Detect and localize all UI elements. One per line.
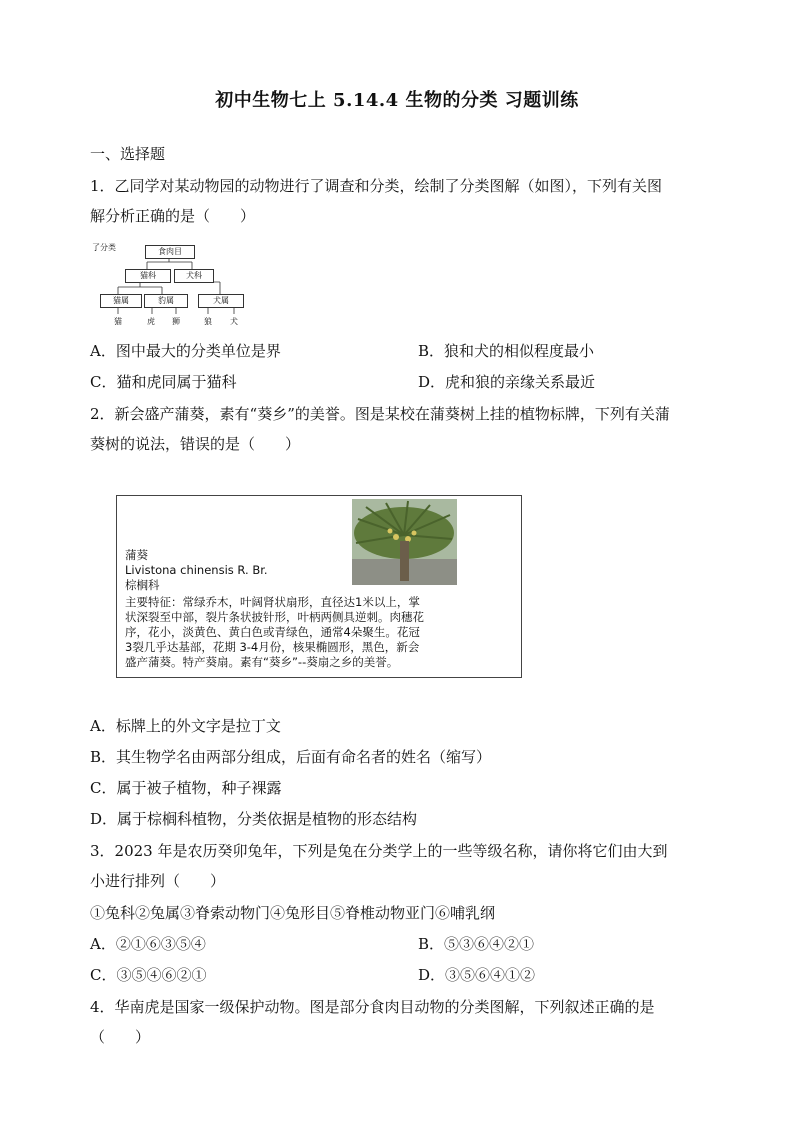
plate-desc-line: 盛产蒲葵。特产葵扇。素有“葵乡”--葵扇之乡的美誉。 xyxy=(125,655,399,669)
plate-desc-line: 主要特征：常绿乔木，叶阔肾状扇形，直径达1米以上，掌 xyxy=(125,595,420,609)
q1-stem-line1: 1．乙同学对某动物园的动物进行了调查和分类，绘制了分类图解（如图），下列有关图 xyxy=(90,177,663,195)
q4-stem-line2: （ ） xyxy=(90,1028,151,1046)
q3-items: ①兔科②兔属③脊索动物门④兔形目⑤脊椎动物亚门⑥哺乳纲 xyxy=(90,904,496,922)
q3-option-d[interactable]: D．③⑤⑥④①② xyxy=(418,966,536,984)
q1-option-c[interactable]: C．猫和虎同属于猫科 xyxy=(90,373,237,391)
q4-stem-line1: 4．华南虎是国家一级保护动物。图是部分食肉目动物的分类图解，下列叙述正确的是 xyxy=(90,998,655,1016)
q1-option-d[interactable]: D．虎和狼的亲缘关系最近 xyxy=(418,373,596,391)
q3-option-a[interactable]: A．②①⑥③⑤④ xyxy=(90,935,206,953)
plate-desc-line: 3裂几乎达基部，花期 3-4月份，核果椭圆形，黑色，新会 xyxy=(125,640,420,654)
q1-stem-line2: 解分析正确的是（ ） xyxy=(90,207,256,225)
node-family-dog: 犬科 xyxy=(174,269,214,283)
q3-option-b[interactable]: B．⑤③⑥④②① xyxy=(418,935,535,953)
node-genus-felis: 猫属 xyxy=(100,294,142,308)
q2-stem-line1: 2．新会盛产蒲葵，素有“葵乡”的美誉。图是某校在蒲葵树上挂的植物标牌，下列有关蒲 xyxy=(90,405,670,423)
leaf-animal: 狼 xyxy=(204,317,212,326)
q1-classification-diagram xyxy=(92,240,252,330)
leaf-animal: 虎 xyxy=(147,317,155,326)
plate-description xyxy=(125,595,517,670)
q1-option-b[interactable]: B．狼和犬的相似程度最小 xyxy=(418,342,595,360)
plate-name-latin: Livistona chinensis R. Br. xyxy=(125,563,268,577)
palm-tree-photo xyxy=(352,499,457,585)
q2-option-d[interactable]: D．属于棕榈科植物，分类依据是植物的形态结构 xyxy=(90,810,418,828)
leaf-animal: 猫 xyxy=(114,317,122,326)
q2-option-b[interactable]: B．其生物学名由两部分组成，后面有命名者的姓名（缩写） xyxy=(90,748,492,766)
plate-family: 棕榈科 xyxy=(125,578,160,592)
node-genus-canis: 犬属 xyxy=(198,294,244,308)
q3-stem-line2: 小进行排列（ ） xyxy=(90,872,226,890)
plate-desc-line: 序，花小，淡黄色、黄白色或青绿色，通常4朵聚生。花冠 xyxy=(125,625,420,639)
node-order: 食肉目 xyxy=(145,245,195,259)
plant-label-plate xyxy=(116,495,522,678)
leaf-animal: 狮 xyxy=(172,317,180,326)
q2-option-a[interactable]: A．标牌上的外文字是拉丁文 xyxy=(90,717,281,735)
q1-option-a[interactable]: A．图中最大的分类单位是界 xyxy=(90,342,281,360)
q2-stem-line2: 葵树的说法，错误的是（ ） xyxy=(90,435,301,453)
section-heading: 一、选择题 xyxy=(90,145,166,163)
q2-option-c[interactable]: C．属于被子植物，种子裸露 xyxy=(90,779,282,797)
q3-option-c[interactable]: C．③⑤④⑥②① xyxy=(90,966,207,984)
diagram-tag: 了分类 xyxy=(92,243,116,252)
leaf-animal: 犬 xyxy=(230,317,238,326)
palm-tree-illustration xyxy=(352,499,457,585)
page-title: 初中生物七上 5.14.4 生物的分类 习题训练 xyxy=(215,90,579,111)
node-family-cat: 猫科 xyxy=(125,269,171,283)
q3-stem-line1: 3．2023 年是农历癸卯兔年，下列是兔在分类学上的一些等级名称，请你将它们由大到 xyxy=(90,842,668,860)
node-genus-panthera: 豹属 xyxy=(144,294,188,308)
plate-name-cn: 蒲葵 xyxy=(125,548,148,562)
plate-desc-line: 状深裂至中部，裂片条状披针形，叶柄两侧具逆刺。肉穗花 xyxy=(125,610,424,624)
